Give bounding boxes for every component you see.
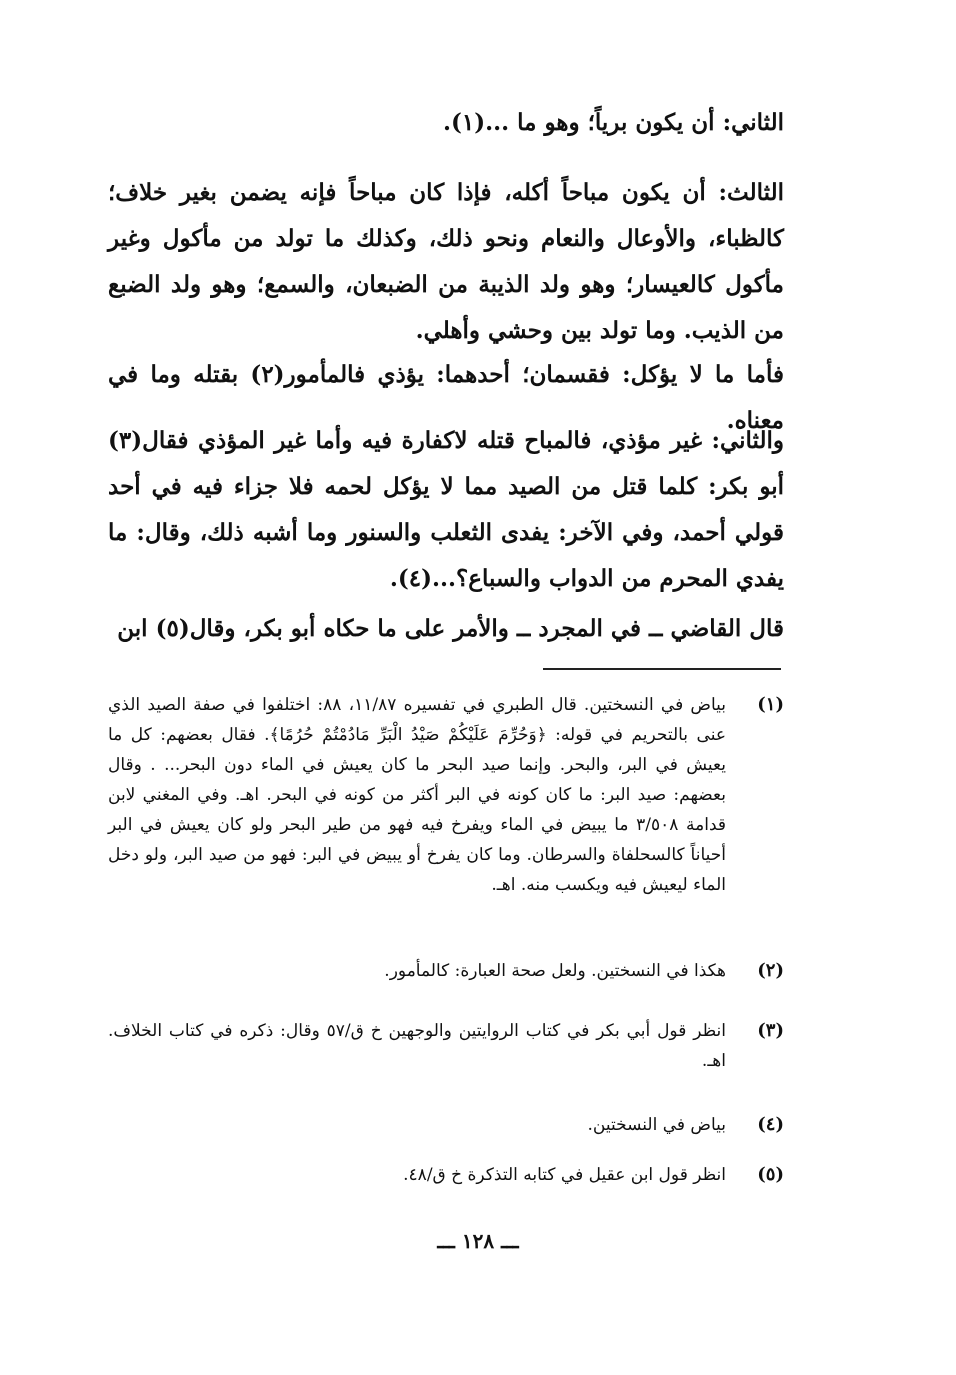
footnote-number: (٢)	[757, 960, 784, 981]
footnote-text: هكذا في النسختين. ولعل صحة العبارة: كالمأمور.	[384, 961, 726, 981]
footnote-1	[108, 690, 784, 900]
page-number: ـــ ١٢٨ ـــ	[437, 1229, 519, 1253]
footnote-text: انظر قول أبي بكر في كتاب الروايتين والوجهين خ ق/٥٧ وقال: ذكره في كتاب الخلاف. اهـ.	[108, 1021, 726, 1071]
footnote-3	[108, 1016, 784, 1076]
paragraph-non-edible: فأما ما لا يؤكل: فقسمان؛ أحدهما: يؤذي فالمأمور(٢) بقتله وما في معناه.	[108, 361, 784, 434]
paragraph-third-condition: الثالث: أن يكون مباحاً أكله، فإذا كان مباحاً فإنه يضمن بغير خلاف؛ كالظباء، والأوعال والنعام ونحو ذلك، وكذلك ما تولد من مأكول وغير مأكول كالعيسار؛ وهو ولد الذيبة من الضبعان، والسمع؛ وهو ولد الضبع من الذيب. وما تولد بين وحشي وأهلي.	[108, 179, 784, 344]
footnote-number: (٥)	[757, 1164, 784, 1185]
footnote-4	[108, 1110, 784, 1140]
footnote-2	[108, 956, 784, 986]
paragraph-second-condition: الثاني: أن يكون برياً؛ وهو ما ...(١).	[442, 109, 784, 136]
footnote-separator	[543, 668, 781, 670]
footnote-text: بياض في النسختين. قال الطبري في تفسيره ١١/٨٧، ٨٨: اختلفوا في صفة الصيد الذي عنى بالتحريم في قوله: ﴿وَحُرِّمَ عَلَيْكُمْ صَيْدُ الْبَرِّ مَادُمْتُمْ حُرُمًا﴾. فقال بعضهم: كل ما يعيش في البر، والبحر. وإنما صيد البحر ما كان يعيش في الماء دون البحر... . وقال بعضهم: صيد البر: ما كان كونه في البر أكثر من كونه في البحر. اهـ. وفي المغني لابن قدامة ٣/٥٠٨ ما يبيض في الماء ويفرخ فيه فهو من طير البحر ولو كان يعيش في البر أحياناً كالسحلفاة والسرطان. وما كان يفرخ أو يبيض في البر: فهو من صيد البر، ولو دخل الماء ليعيش فيه ويكسب منه. اهـ.	[108, 695, 727, 895]
footnote-text: بياض في النسختين.	[587, 1115, 726, 1135]
footnote-number: (٣)	[757, 1020, 784, 1041]
paragraph-qadi: قال القاضي ــ في المجرد ــ والأمر على ما حكاه أبو بكر، وقال(٥) ابن	[117, 615, 784, 642]
paragraph-non-harmful: والثاني: غير مؤذي، فالمباح قتله لاكفارة فيه وأما غير المؤذي فقال(٣) أبو بكر: كلما قتل من الصيد مما لا يؤكل لحمه فلا جزاء فيه في أحد قولي أحمد، وفي الآخر: يفدى الثعلب والسنور وما أشبه ذلك، وقال: ما يفدي المحرم من الدواب والسباع؟...(٤).	[108, 427, 784, 592]
footnote-number: (١)	[757, 694, 784, 715]
footnote-5	[108, 1160, 784, 1190]
footnote-text: انظر قول ابن عقيل في كتابه التذكرة خ ق/٤٨.	[403, 1165, 726, 1185]
footnote-number: (٤)	[757, 1114, 784, 1135]
